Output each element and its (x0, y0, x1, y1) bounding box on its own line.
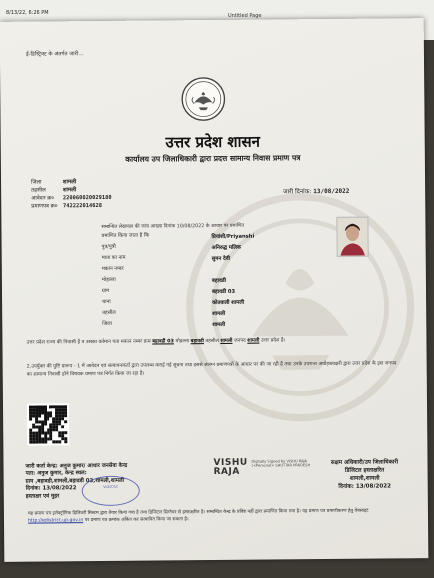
up-govt-emblem-icon (180, 76, 226, 122)
digital-signature: VISHU RAJA Digitally Signed by VISHU RAJA (<Personal> SHUTTAR PRADESH (213, 457, 311, 478)
certificate-document (0, 18, 428, 562)
issuer-block: जारी कर्ता केन्द्र: अनुज कुमार/ आधार जनसेवा केन्द्र पता: अनुज कुमार, केन्द्र स्थल: ग्राम ,बहावडी,शामली,बहावडी 03,शामली,शामली दिनांक: 13/08/2022 हस्ताक्षर एवं मुहर (25, 462, 128, 500)
print-datetime: 8/13/22, 6:26 PM (6, 10, 49, 16)
officer-date: दिनांक: 13/08/2022 (338, 483, 392, 490)
field-district: जिला शामली (102, 320, 226, 329)
residence-paragraph: उत्तर प्रदेश राज्य की निवासी है व उसका वर्तमान पता मकान नम्बर ग्राम बहावडी 03 मोहल्ला बहावडी तहसील शामली जनपद शामली उत्तर प्रदेश है। (26, 337, 286, 346)
field-mohalla: मोहल्ला बहावडी (101, 276, 227, 285)
officer-block: सक्षम अधिकारी/उप जिलाधिकारी डिजिटल हस्ताक्षरित शामली,शामली दिनांक: 13/08/2022 (309, 458, 419, 491)
field-tehsil: तहसील शामली (102, 309, 226, 318)
field-name: प्रमाणित किया जाता है कि प्रियांशी/Priyanshi (101, 232, 255, 241)
stamp-text: VLE/CSC (103, 484, 119, 489)
meta-tehsil: तहसील शामली (31, 187, 77, 194)
field-house-no: मकान नम्बर (101, 265, 124, 272)
meta-application-no: आवेदन क्र० 220060020029180 (31, 194, 112, 202)
qr-module (64, 440, 67, 443)
intro-line: सम्बन्धित लेखपाल की जांच आख्या दिनांक 10/08/2022 के आधार पर प्रमाणित (101, 223, 245, 230)
print-page-title: Untitled Page (228, 13, 262, 19)
verification-paragraph: 2.उपर्युक्त की पुष्टि प्रारूप - 1 में आवेदन एवं सत्यापनकर्ता द्वारा उपलब्ध कराई गई सूचना तथा इससे संलग्न प्रमाणपत्रों के आधार पर की जा रही है तथा उनके उपरान्त अधोहस्ताक्षरी द्वारा उत्तर प्रदेश के इस जनपद का सामान्य निवासी होने विषयक प्रमाण पत्र निर्गत किया जा रहा है। (26, 360, 397, 378)
field-parent: पुत्र/पुत्री अनिरुद्ध मलिक (101, 243, 241, 252)
meta-district: जिला शामली (31, 179, 77, 186)
field-village: ग्राम बहावडी 03 (101, 287, 236, 296)
field-police-station: थाना कोतवाली शामली (102, 298, 245, 307)
certificate-subtitle: कार्यालय उप जिलाधिकारी द्वारा प्रदत्त सामान्य निवास प्रमाण पत्र (125, 153, 301, 164)
field-mother: माता का नाम सुमन देवी (101, 254, 231, 263)
verification-link[interactable]: http://edistrict.up.gov.in (27, 517, 84, 524)
meta-certificate-no: प्रमाणपत्र क्र० 742222014628 (31, 202, 102, 210)
certificate-title: उत्तर प्रदेश शासन (165, 132, 260, 152)
footer-note: यह प्रमाण पत्र इलेक्ट्रॉनिक डिलिवरी सिस्टम द्वारा तैयार किया गया है तथा डिजिटल सिग्नेचर से हस्ताक्षरित है। सम्बन्धित केन्द्र के प्रविष्ट नहीं द्वारा प्रमाणित किया गया है। यह प्रमाण पत्र प्रमाणीकरण हेतु वेबसाइट http://edistrict.up.gov.in पर प्रमाण पत्र क्रमांक अंकित कर सत्यापित किया जा सकता है। (27, 508, 369, 524)
verification-qr-code (27, 403, 69, 445)
issue-date: जारी दिनांक: 13/08/2022 (283, 187, 350, 196)
eseal-note: ई-डिस्ट्रिक्ट के अंतर्गत जारी... (25, 51, 84, 58)
csc-stamp (82, 476, 140, 507)
